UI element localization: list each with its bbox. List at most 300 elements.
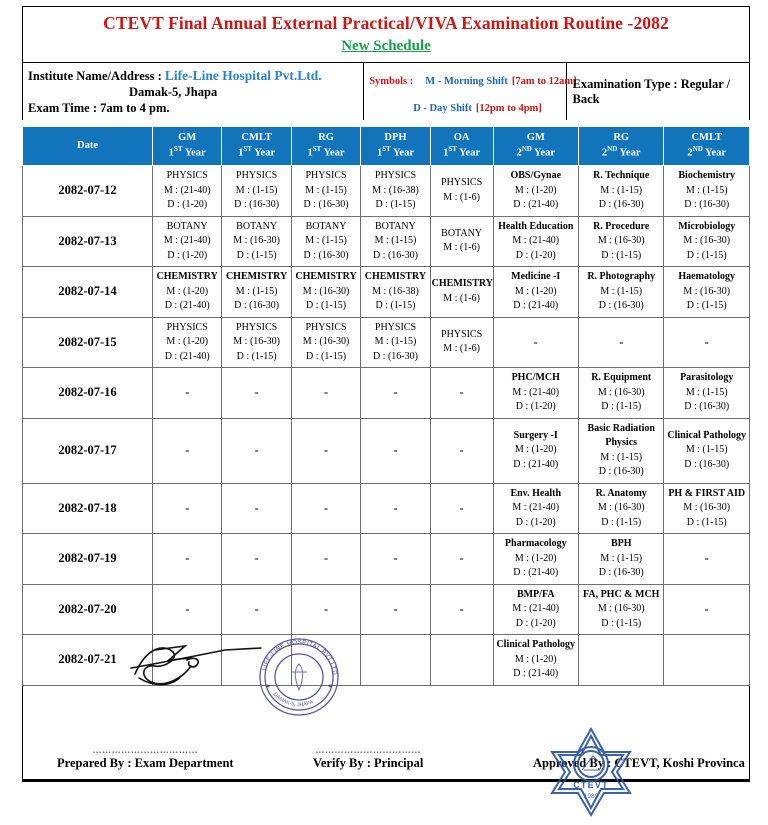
no-exam-dash: - bbox=[324, 385, 329, 400]
subject-name: R. Technique bbox=[593, 170, 650, 182]
no-exam-dash: - bbox=[533, 334, 538, 349]
exam-slot-cell bbox=[493, 635, 578, 686]
day-shift-range: D : (16-30) bbox=[234, 300, 280, 312]
day-shift-range: D : (21-40) bbox=[513, 458, 559, 470]
no-exam-dash: - bbox=[185, 551, 190, 566]
column-year-label: 2ND Year bbox=[601, 145, 641, 159]
exam-date-cell: 2082-07-18 bbox=[23, 483, 153, 534]
exam-date-cell: 2082-07-19 bbox=[23, 534, 153, 585]
subject-name: Surgery -I bbox=[513, 429, 558, 441]
morning-shift-range: M : (1-15) bbox=[305, 235, 347, 247]
morning-shift-range: M : (1-20) bbox=[514, 444, 557, 456]
exam-slot-cell bbox=[430, 483, 493, 534]
subject-name: R. Equipment bbox=[591, 372, 652, 384]
exam-slot-cell bbox=[493, 483, 578, 534]
exam-slot-cell bbox=[361, 267, 430, 318]
no-exam-dash: - bbox=[254, 601, 259, 616]
exam-slot-cell bbox=[291, 216, 360, 267]
morning-shift-range: M : (1-20) bbox=[514, 552, 557, 564]
no-exam-dash: - bbox=[254, 500, 259, 515]
institute-name-label: Institute Name/Address : bbox=[28, 69, 162, 84]
exam-slot-cell bbox=[361, 635, 430, 686]
exam-slot-cell bbox=[493, 534, 578, 585]
morning-shift-range: M : (1-20) bbox=[514, 653, 557, 665]
no-exam-dash: - bbox=[254, 551, 259, 566]
exam-slot-cell bbox=[152, 166, 221, 217]
subject-name: PHYSICS bbox=[305, 170, 347, 182]
exam-slot-cell bbox=[291, 483, 360, 534]
day-shift-range: D : (1-15) bbox=[601, 401, 642, 413]
subject-name: BPH bbox=[610, 538, 632, 550]
bottom-divider bbox=[22, 780, 750, 782]
subject-name: R. Anatomy bbox=[595, 487, 647, 499]
day-shift-range: D : (16-30) bbox=[684, 401, 730, 413]
day-shift-range: D : (21-40) bbox=[513, 300, 559, 312]
morning-shift-range: M : (16-30) bbox=[302, 336, 350, 348]
subject-name: Clinical Pathology bbox=[667, 429, 747, 441]
subject-name: OBS/Gynae bbox=[510, 170, 562, 182]
exam-slot-cell bbox=[222, 317, 291, 368]
exam-slot-cell bbox=[152, 418, 221, 483]
table-header-row bbox=[23, 127, 750, 166]
symbol-morning-text: M - Morning Shift bbox=[425, 76, 508, 88]
morning-shift-range: M : (1-15) bbox=[600, 285, 643, 297]
column-year-label: 1ST Year bbox=[443, 145, 481, 159]
approved-by-label: Approved By : CTEVT, Koshi Provinca bbox=[533, 755, 745, 770]
subject-name: PHYSICS bbox=[441, 177, 483, 189]
morning-shift-range: M : (16-30) bbox=[597, 603, 645, 615]
morning-shift-range: M : (21-40) bbox=[163, 235, 211, 247]
table-row bbox=[23, 166, 750, 217]
column-program-name: RG bbox=[613, 132, 630, 144]
morning-shift-range: M : (16-30) bbox=[683, 235, 731, 247]
exam-slot-cell bbox=[430, 368, 493, 419]
day-shift-range: D : (1-15) bbox=[601, 249, 642, 261]
day-shift-range: D : (1-15) bbox=[686, 516, 727, 528]
exam-slot-cell bbox=[361, 483, 430, 534]
symbol-day-row bbox=[369, 98, 561, 116]
exam-date-cell: 2082-07-20 bbox=[23, 584, 153, 635]
exam-slot-cell bbox=[664, 584, 750, 635]
day-shift-range: D : (16-30) bbox=[684, 458, 730, 470]
morning-shift-range: M : (1-20) bbox=[166, 285, 209, 297]
morning-shift-range: M : (1-6) bbox=[443, 191, 480, 203]
exam-slot-cell bbox=[664, 166, 750, 217]
exam-slot-cell bbox=[578, 584, 663, 635]
exam-date-cell: 2082-07-15 bbox=[23, 317, 153, 368]
no-exam-dash: - bbox=[185, 385, 190, 400]
morning-shift-range: M : (16-30) bbox=[597, 235, 645, 247]
morning-shift-range: M : (1-15) bbox=[235, 285, 278, 297]
exam-slot-cell bbox=[152, 635, 221, 686]
day-shift-range: D : (1-15) bbox=[306, 350, 347, 362]
exam-slot-cell bbox=[664, 368, 750, 419]
subject-name: PHYSICS bbox=[236, 170, 278, 182]
symbols-label: Symbols : bbox=[369, 76, 414, 88]
exam-slot-cell bbox=[430, 317, 493, 368]
exam-slot-cell bbox=[430, 166, 493, 217]
no-exam-dash: - bbox=[393, 551, 398, 566]
day-shift-range: D : (1-15) bbox=[306, 300, 347, 312]
exam-slot-cell bbox=[222, 635, 291, 686]
table-row bbox=[23, 635, 750, 686]
no-exam-dash: - bbox=[324, 601, 329, 616]
table-row bbox=[23, 317, 750, 368]
exam-slot-cell bbox=[664, 635, 750, 686]
exam-slot-cell bbox=[361, 534, 430, 585]
subject-name: CHEMISTRY bbox=[431, 278, 493, 290]
day-shift-range: D : (16-30) bbox=[372, 350, 418, 362]
morning-shift-range: M : (16-30) bbox=[597, 502, 645, 514]
exam-slot-cell bbox=[493, 584, 578, 635]
day-shift-range: D : (16-30) bbox=[303, 199, 349, 211]
exam-slot-cell bbox=[664, 216, 750, 267]
exam-slot-cell bbox=[152, 534, 221, 585]
column-header-rg-2 bbox=[578, 127, 663, 166]
exam-slot-cell bbox=[664, 267, 750, 318]
exam-slot-cell bbox=[291, 267, 360, 318]
morning-shift-range: M : (16-30) bbox=[233, 336, 280, 348]
day-shift-range: D : (16-30) bbox=[598, 300, 644, 312]
exam-slot-cell bbox=[664, 418, 750, 483]
subject-name: Microbiology bbox=[678, 220, 736, 232]
day-shift-range: D : (21-40) bbox=[513, 668, 559, 680]
column-program-name: DPH bbox=[384, 132, 407, 144]
no-exam-dash: - bbox=[324, 442, 329, 457]
examination-type-value: Examination Type : Regular / Back bbox=[572, 77, 731, 107]
no-exam-dash: - bbox=[393, 500, 398, 515]
exam-date-cell: 2082-07-21 bbox=[23, 635, 153, 686]
institute-name-row bbox=[28, 67, 358, 85]
column-header-cmlt-1 bbox=[222, 127, 291, 166]
column-program-name: RG bbox=[318, 132, 334, 144]
subject-name: PHYSICS bbox=[441, 328, 483, 340]
exam-slot-cell bbox=[578, 166, 663, 217]
morning-shift-range: M : (21-40) bbox=[512, 502, 560, 514]
prepared-by-dots: …………………………… bbox=[92, 744, 199, 755]
exam-slot-cell bbox=[493, 166, 578, 217]
morning-shift-range: M : (16-30) bbox=[597, 386, 645, 398]
exam-date-cell: 2082-07-12 bbox=[23, 166, 153, 217]
subject-name: CHEMISTRY bbox=[364, 271, 427, 283]
exam-slot-cell bbox=[578, 317, 663, 368]
column-header-gm-2 bbox=[493, 127, 578, 166]
day-shift-range: D : (21-40) bbox=[513, 567, 559, 579]
morning-shift-range: M : (1-15) bbox=[600, 184, 643, 196]
subject-name: PHYSICS bbox=[166, 321, 208, 333]
exam-slot-cell bbox=[493, 267, 578, 318]
exam-slot-cell bbox=[291, 166, 360, 217]
exam-slot-cell bbox=[222, 418, 291, 483]
morning-shift-range: M : (16-38) bbox=[372, 285, 419, 297]
subject-name: Biochemistry bbox=[678, 170, 736, 182]
no-exam-dash: - bbox=[704, 334, 709, 349]
no-exam-dash: - bbox=[185, 500, 190, 515]
column-year-label: 2ND Year bbox=[516, 145, 556, 159]
exam-date-cell: 2082-07-17 bbox=[23, 418, 153, 483]
exam-slot-cell bbox=[222, 216, 291, 267]
column-program-name: OA bbox=[453, 132, 470, 144]
column-year-label: 1ST Year bbox=[376, 145, 414, 159]
no-exam-dash: - bbox=[459, 385, 464, 400]
no-exam-dash: - bbox=[254, 385, 259, 400]
exam-slot-cell bbox=[578, 216, 663, 267]
subject-name: BOTANY bbox=[375, 220, 416, 232]
exam-slot-cell bbox=[152, 368, 221, 419]
institute-name-value: Life-Line Hospital Pvt.Ltd. bbox=[164, 68, 322, 84]
day-shift-range: D : (16-30) bbox=[598, 199, 644, 211]
no-exam-dash: - bbox=[393, 601, 398, 616]
institute-details bbox=[23, 63, 364, 120]
subject-name: CHEMISTRY bbox=[295, 271, 357, 283]
subject-name: PHC/MCH bbox=[511, 372, 560, 384]
exam-slot-cell bbox=[578, 534, 663, 585]
exam-slot-cell bbox=[578, 368, 663, 419]
subject-name: Haematology bbox=[678, 271, 736, 283]
exam-slot-cell bbox=[430, 635, 493, 686]
morning-shift-range: M : (1-15) bbox=[685, 184, 728, 196]
exam-slot-cell bbox=[664, 483, 750, 534]
day-shift-range: D : (16-30) bbox=[684, 199, 730, 211]
day-shift-range: D : (16-30) bbox=[303, 249, 349, 261]
exam-slot-cell bbox=[430, 584, 493, 635]
no-exam-dash: - bbox=[704, 601, 709, 616]
morning-shift-range: M : (1-15) bbox=[600, 451, 643, 463]
subject-name: CHEMISTRY bbox=[156, 271, 218, 283]
table-row bbox=[23, 368, 750, 419]
exam-slot-cell bbox=[361, 368, 430, 419]
symbol-day-time: [12pm to 4pm] bbox=[475, 103, 542, 115]
institute-address: Damak-5, Jhapa bbox=[129, 85, 218, 100]
exam-slot-cell bbox=[222, 483, 291, 534]
exam-slot-cell bbox=[664, 534, 750, 585]
morning-shift-range: M : (1-6) bbox=[443, 242, 480, 254]
exam-slot-cell bbox=[493, 317, 578, 368]
day-shift-range: D : (1-15) bbox=[236, 350, 277, 362]
subject-name: BOTANY bbox=[441, 227, 483, 239]
day-shift-range: D : (16-30) bbox=[372, 249, 418, 261]
subject-name: BOTANY bbox=[236, 220, 278, 232]
morning-shift-range: M : (1-15) bbox=[685, 444, 728, 456]
no-exam-dash: - bbox=[324, 500, 329, 515]
day-shift-range: D : (16-30) bbox=[598, 466, 644, 478]
day-shift-range: D : (1-15) bbox=[686, 300, 727, 312]
exam-slot-cell bbox=[152, 483, 221, 534]
subject-name: PHYSICS bbox=[374, 170, 417, 182]
exam-slot-cell bbox=[578, 635, 663, 686]
exam-slot-cell bbox=[664, 317, 750, 368]
subject-name: PHYSICS bbox=[374, 321, 417, 333]
exam-slot-cell bbox=[222, 166, 291, 217]
table-row bbox=[23, 584, 750, 635]
column-program-name: CMLT bbox=[241, 132, 272, 144]
symbol-day-text: D - Day Shift bbox=[413, 103, 472, 115]
svg-text:DAMAK-5, JHAPA: DAMAK-5, JHAPA bbox=[271, 691, 315, 709]
prepared-by-label: Prepared By : Exam Department bbox=[57, 755, 234, 770]
exam-slot-cell bbox=[361, 166, 430, 217]
exam-slot-cell bbox=[291, 317, 360, 368]
no-exam-dash: - bbox=[393, 442, 398, 457]
morning-shift-range: M : (16-30) bbox=[683, 285, 731, 297]
morning-shift-range: M : (1-15) bbox=[374, 235, 417, 247]
exam-slot-cell bbox=[493, 418, 578, 483]
day-shift-range: D : (21-40) bbox=[164, 300, 210, 312]
exam-slot-cell bbox=[222, 584, 291, 635]
subject-name: PHYSICS bbox=[236, 321, 278, 333]
symbols-legend bbox=[364, 63, 577, 120]
svg-text:LIFE-LINE HOSPITAL PVT.LTD.: LIFE-LINE HOSPITAL PVT.LTD. bbox=[260, 638, 339, 678]
verify-by-block bbox=[313, 745, 423, 771]
exam-date-cell: 2082-07-16 bbox=[23, 368, 153, 419]
page-title: CTEVT Final Annual External Practical/VIVA Examination Routine -2082 bbox=[103, 13, 669, 33]
exam-slot-cell bbox=[152, 267, 221, 318]
exam-slot-cell bbox=[361, 317, 430, 368]
column-year-label: 1ST Year bbox=[238, 145, 276, 159]
day-shift-range: D : (1-15) bbox=[375, 300, 416, 312]
day-shift-range: D : (1-20) bbox=[167, 199, 208, 211]
exam-slot-cell bbox=[291, 584, 360, 635]
table-row bbox=[23, 267, 750, 318]
subject-name: R. Procedure bbox=[593, 220, 650, 232]
subject-name: FA, PHC & MCH bbox=[582, 588, 660, 600]
exam-slot-cell bbox=[430, 418, 493, 483]
no-exam-dash: - bbox=[704, 551, 709, 566]
verify-by-label: Verify By : Principal bbox=[313, 755, 424, 770]
morning-shift-range: M : (16-38) bbox=[372, 184, 419, 196]
symbol-morning-row bbox=[369, 71, 577, 89]
exam-slot-cell bbox=[291, 534, 360, 585]
institute-info-block bbox=[22, 62, 750, 120]
exam-slot-cell bbox=[361, 216, 430, 267]
morning-shift-range: M : (1-15) bbox=[685, 386, 728, 398]
exam-time: Exam Time : 7am to 4 pm. bbox=[28, 101, 170, 116]
day-shift-range: D : (21-40) bbox=[513, 199, 559, 211]
subject-name: Parasitology bbox=[680, 372, 734, 384]
no-exam-dash: - bbox=[324, 551, 329, 566]
subject-name: Health Education bbox=[498, 220, 574, 232]
column-header-cmlt-2 bbox=[664, 127, 750, 166]
title-block bbox=[22, 6, 750, 62]
table-row bbox=[23, 534, 750, 585]
day-shift-range: D : (21-40) bbox=[164, 350, 210, 362]
no-exam-dash: - bbox=[619, 334, 624, 349]
column-year-label: 2ND Year bbox=[687, 145, 727, 159]
exam-slot-cell bbox=[578, 267, 663, 318]
exam-slot-cell bbox=[578, 483, 663, 534]
exam-slot-cell bbox=[291, 635, 360, 686]
exam-slot-cell bbox=[222, 368, 291, 419]
table-row bbox=[23, 483, 750, 534]
no-exam-dash: - bbox=[459, 601, 464, 616]
day-shift-range: D : (1-15) bbox=[601, 617, 642, 629]
day-shift-range: D : (1-20) bbox=[167, 249, 208, 261]
exam-slot-cell bbox=[222, 534, 291, 585]
signature-footer bbox=[22, 686, 750, 780]
morning-shift-range: M : (1-20) bbox=[166, 336, 209, 348]
morning-shift-range: M : (21-40) bbox=[512, 603, 560, 615]
examination-type bbox=[567, 63, 749, 120]
exam-slot-cell bbox=[430, 267, 493, 318]
exam-slot-cell bbox=[430, 216, 493, 267]
column-header-gm-1 bbox=[152, 127, 221, 166]
morning-shift-range: M : (16-30) bbox=[683, 502, 731, 514]
svg-text:1989: 1989 bbox=[583, 793, 599, 800]
exam-slot-cell bbox=[152, 317, 221, 368]
approved-by-block bbox=[533, 756, 745, 771]
subject-name: Medicine -I bbox=[511, 271, 561, 283]
symbol-morning-time: [7am to 12am] bbox=[511, 76, 577, 88]
subject-name: Env. Health bbox=[510, 487, 562, 499]
day-shift-range: D : (1-15) bbox=[686, 249, 727, 261]
column-header-rg-1 bbox=[291, 127, 360, 166]
morning-shift-range: M : (21-40) bbox=[163, 184, 211, 196]
morning-shift-range: M : (1-6) bbox=[443, 292, 480, 304]
prepared-by-block bbox=[57, 745, 234, 771]
exam-slot-cell bbox=[361, 418, 430, 483]
no-exam-dash: - bbox=[185, 442, 190, 457]
column-year-label: 1ST Year bbox=[168, 145, 206, 159]
subject-name: CHEMISTRY bbox=[225, 271, 288, 283]
page-subtitle: New Schedule bbox=[341, 38, 431, 55]
no-exam-dash: - bbox=[459, 551, 464, 566]
morning-shift-range: M : (16-30) bbox=[302, 285, 350, 297]
morning-shift-range: M : (21-40) bbox=[512, 386, 560, 398]
no-exam-dash: - bbox=[185, 601, 190, 616]
day-shift-range: D : (1-15) bbox=[375, 199, 416, 211]
morning-shift-range: M : (1-15) bbox=[600, 552, 643, 564]
subject-name: BOTANY bbox=[166, 220, 208, 232]
column-program-name: GM bbox=[526, 132, 545, 144]
no-exam-dash: - bbox=[254, 442, 259, 457]
subject-name: PHYSICS bbox=[305, 321, 347, 333]
subject-name: BMP/FA bbox=[516, 588, 555, 600]
day-shift-range: D : (1-15) bbox=[601, 516, 642, 528]
exam-slot-cell bbox=[493, 368, 578, 419]
subject-name: R. Photography bbox=[587, 271, 656, 283]
subject-name: Basic Radiation Physics bbox=[587, 422, 655, 449]
exam-slot-cell bbox=[291, 368, 360, 419]
exam-slot-cell bbox=[430, 534, 493, 585]
exam-slot-cell bbox=[578, 418, 663, 483]
subject-name: PHYSICS bbox=[166, 170, 208, 182]
morning-shift-range: M : (1-6) bbox=[443, 343, 480, 355]
no-exam-dash: - bbox=[459, 442, 464, 457]
table-body bbox=[23, 166, 750, 686]
no-exam-dash: - bbox=[393, 385, 398, 400]
column-header-date: Date bbox=[23, 127, 153, 166]
verify-by-dots: …………………………… bbox=[315, 744, 421, 755]
morning-shift-range: M : (1-15) bbox=[305, 184, 347, 196]
exam-routine-table bbox=[22, 126, 750, 685]
subject-name: Clinical Pathology bbox=[496, 639, 576, 651]
subject-name: BOTANY bbox=[305, 220, 347, 232]
subject-name: PH & FIRST AID bbox=[668, 487, 746, 499]
day-shift-range: D : (16-30) bbox=[598, 567, 644, 579]
exam-slot-cell bbox=[152, 584, 221, 635]
morning-shift-range: M : (16-30) bbox=[233, 235, 280, 247]
day-shift-range: D : (1-20) bbox=[515, 617, 556, 629]
column-program-name: GM bbox=[178, 132, 197, 144]
day-shift-range: D : (16-30) bbox=[234, 199, 280, 211]
column-program-name: CMLT bbox=[691, 132, 722, 144]
morning-shift-range: M : (1-20) bbox=[514, 184, 557, 196]
no-exam-dash: - bbox=[459, 500, 464, 515]
subject-name: Pharmacology bbox=[504, 538, 567, 550]
exam-slot-cell bbox=[152, 216, 221, 267]
exam-slot-cell bbox=[222, 267, 291, 318]
day-shift-range: D : (1-15) bbox=[236, 249, 277, 261]
table-header bbox=[23, 127, 750, 166]
